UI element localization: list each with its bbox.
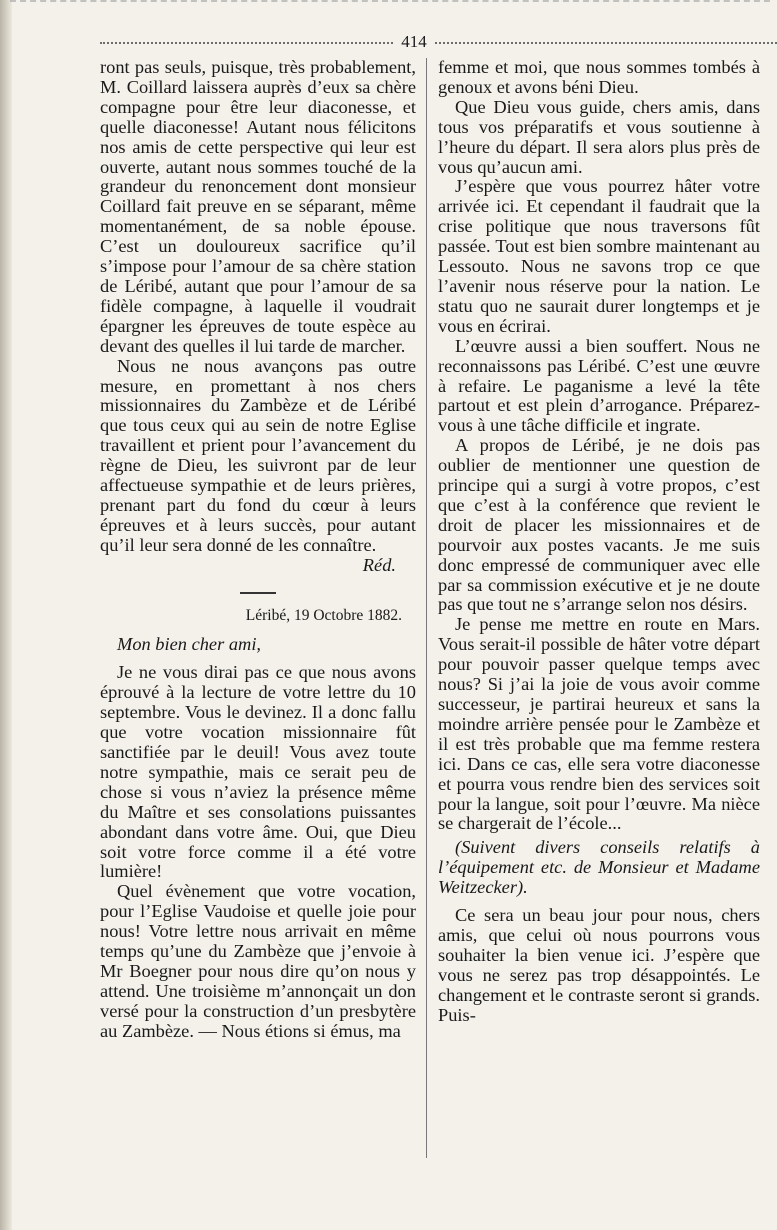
- paragraph: ront pas seuls, puisque, très probablement, M. Coillard laissera auprès d’eux sa chère compagne pour être leur diaconesse, et quelle diaconesse! Autant nous félicitons nos amis de cette perspective qui leur est ouverte, autant nous sommes touché de la grandeur du renoncement dont monsieur Coillard fait preuve en se séparant, même momentanément, de sa noble épouse. C’est un douloureux sacrifice qu’il s’impose pour l’amour de sa chère station de Léribé, autant que pour l’amour de sa fidèle compagne, à laquelle il voudrait épargner les épreuves de toute espèce au devant des quelles il lui tarde de marcher.: [100, 57, 416, 356]
- paragraph: L’œuvre aussi a bien souffert. Nous ne reconnaissons pas Léribé. C’est une œuvre à refaire. Le paganisme a levé la tête partout et est plein d’arrogance. Préparez-vous à une tâche difficile et ingrate.: [438, 335, 760, 436]
- top-dotted-rule: [100, 42, 777, 44]
- section-separator: [240, 592, 276, 594]
- paragraph: femme et moi, que nous sommes tombés à genoux et avons béni Dieu.: [438, 57, 760, 97]
- signature: Réd.: [362, 554, 396, 575]
- paragraph: Nous ne nous avançons pas outre mesure, en promettant à nos chers missionnaires du Zambèze et de Léribé que tous ceux qui au sein de notre Eglise travaillent et prient pour l’avancement du règne de Dieu, les suivront par de leur affectueuse sympathie et de leurs prières, prenant part du fond du cœur à leurs épreuves et à leurs succès, pour autant qu’il leur sera donné de les connaître.: [100, 355, 416, 555]
- paragraph: Ce sera un beau jour pour nous, chers amis, que celui où nous pourrons vous souhaiter la bien venue ici. J’espère que vous ne serez pas trop désappointés. Le changement et le contraste seront si grands. Puis-: [438, 905, 760, 1025]
- dateline: Léribé, 19 Octobre 1882.: [245, 606, 402, 624]
- left-column: [100, 58, 416, 1042]
- paragraph: J’espère que vous pourrez hâter votre arrivée ici. Et cependant il faudrait que la crise politique que nous traversons fût passée. Tout est bien sombre maintenant au Lessouto. Nous ne savons trop ce que l’avenir nous réserve pour la nation. Le statu quo ne saurait durer longtemps et je vous en écrirai.: [438, 176, 760, 336]
- header-rule: [10, 0, 770, 12]
- page-binding-edge: [0, 0, 12, 1230]
- paragraph: Quel évènement que votre vocation, pour l’Eglise Vaudoise et quelle joie pour nous! Votre lettre nous arrivait en même temps qu’une du Zambèze que j’envoie à Mr Boegner pour nous dire qu’on nous y attend. Une troisième m’annonçait un don versé pour la construction d’un presbytère au Zambèze. — Nous étions si émus, ma: [100, 881, 416, 1041]
- paragraph: A propos de Léribé, je ne dois pas oublier de mentionner une question de principe qui a surgi à votre propos, c’est que c’est à la conférence que revient le droit de placer les missionnaires et de pourvoir aux postes vacants. Je me suis donc empressé de communiquer avec elle par sa commission exécutive et je ne doute pas que tout ne s’arrange selon nos désirs.: [438, 435, 760, 615]
- editorial-note: (Suivent divers conseils relatifs à l’équipement etc. de Monsieur et Madame Weitzecker).: [438, 837, 760, 898]
- paragraph: Je pense me mettre en route en Mars. Vous serait-il possible de hâter votre départ pour pouvoir passer quelque temps avec nous? Si j’ai la joie de vous avoir comme successeur, je partirai heureux et sans la moindre arrière pensée pour le Zambèze et il est très probable que ma femme restera ici. Dans ce cas, elle sera votre diaconesse et pourra vous rendre bien des services soit pour la langue, soit pour l’œuvre. Ma nièce se chargerait de l’école...: [438, 614, 760, 834]
- page-number: 414: [394, 33, 434, 51]
- right-column: [438, 58, 760, 1026]
- paragraph: Que Dieu vous guide, chers amis, dans tous vos préparatifs et vous soutienne à l’heure du départ. Il sera alors plus près de vous qu’aucun ami.: [438, 96, 760, 177]
- paragraph: Je ne vous dirai pas ce que nous avons éprouvé à la lecture de votre lettre du 10 septembre. Vous le devinez. Il a donc fallu que votre vocation missionnaire fût sanctifiée par le deuil! Vous avez toute notre sympathie, mais ce serait peu de chose si vous n’aviez la présence même du Maître et ses consolations puissantes abondant dans votre âme. Oui, que Dieu soit votre force comme il a été votre lumière!: [100, 662, 416, 882]
- column-divider: [426, 58, 427, 1158]
- salutation: Mon bien cher ami,: [117, 634, 262, 655]
